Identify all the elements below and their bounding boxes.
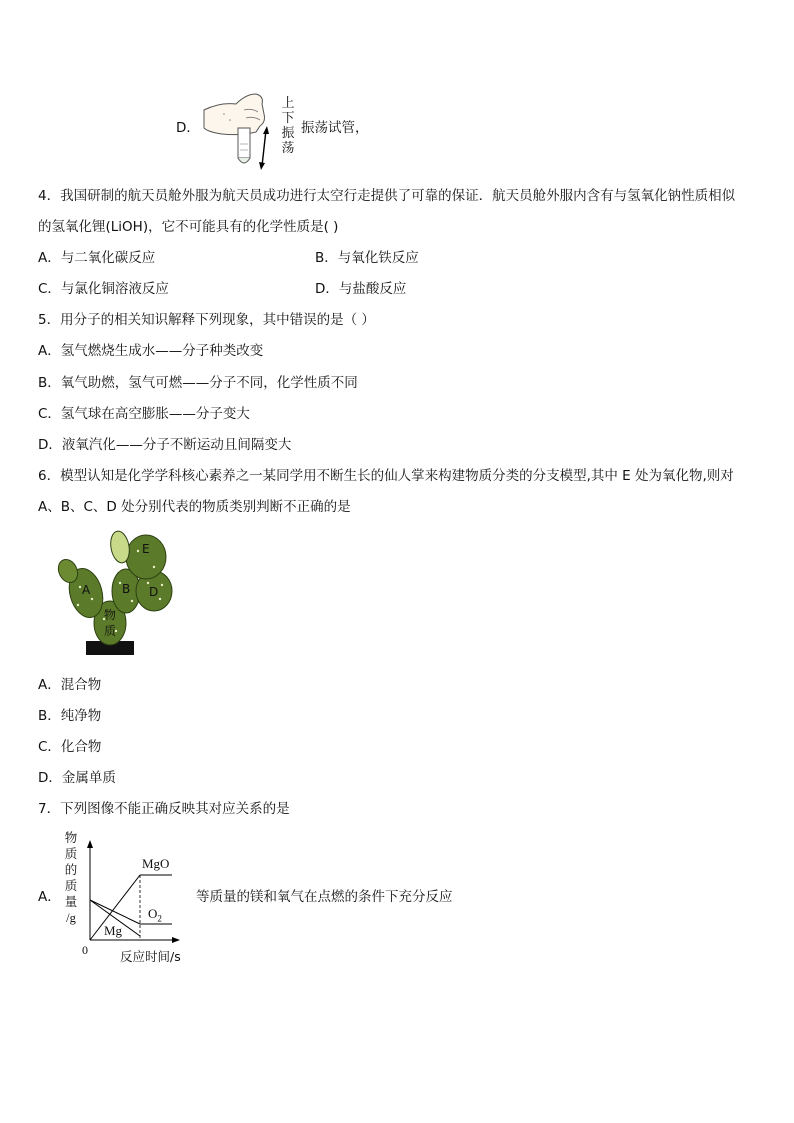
q6-option-a: A．混合物 bbox=[38, 677, 102, 693]
y-axis-arrow-icon bbox=[87, 840, 93, 848]
q4-stem-line1: 4．我国研制的航天员舱外服为航天员成功进行太空行走提供了可靠的保证．航天员舱外服内含有与氢氧化钠性质相似 bbox=[38, 188, 736, 204]
cactus-label-b: B bbox=[122, 582, 131, 596]
graph-label-mg: Mg bbox=[104, 923, 123, 938]
cactus-classification-model bbox=[50, 527, 180, 659]
graph-label-mgo: MgO bbox=[142, 856, 170, 871]
y-label-char: 量 bbox=[64, 894, 78, 909]
x-axis-arrow-icon bbox=[172, 937, 180, 943]
vertical-char: 上 bbox=[281, 96, 295, 111]
vertical-char: 荡 bbox=[281, 141, 295, 156]
q5-option-c: C．氢气球在高空膨胀——分子变大 bbox=[38, 406, 250, 422]
q7-stem: 7．下列图像不能正确反映其对应关系的是 bbox=[38, 801, 290, 817]
vertical-char: 下 bbox=[281, 111, 295, 126]
cactus-image bbox=[50, 527, 180, 659]
q3-option-d-label: D． bbox=[176, 120, 200, 136]
vertical-char: 振 bbox=[281, 126, 295, 141]
q5-option-a: A．氢气燃烧生成水——分子种类改变 bbox=[38, 343, 264, 359]
cactus-label-zhi: 质 bbox=[104, 624, 117, 638]
q4-option-c: C．与氯化铜溶液反应 bbox=[38, 281, 169, 297]
y-label-char: /g bbox=[66, 911, 76, 925]
q4-stem-line2: 的氢氧化锂(LiOH)，它不可能具有的化学性质是( ) bbox=[38, 219, 339, 235]
o2-subscript: 2 bbox=[157, 913, 162, 924]
q4-option-a: A．与二氧化碳反应 bbox=[38, 250, 156, 266]
y-label-char: 的 bbox=[64, 862, 78, 877]
y-label-char: 质 bbox=[64, 846, 78, 861]
q3-option-d-text: 振荡试管， bbox=[301, 120, 369, 136]
q6-stem-line1: 6．模型认知是化学学科核心素养之一某同学用不断生长的仙人掌来构建物质分类的分支模型,其中 E 处为氧化物,则对 bbox=[38, 468, 734, 484]
q4-option-b: B．与氧化铁反应 bbox=[315, 250, 419, 266]
graph-x-axis-label: 反应时间/s bbox=[120, 949, 181, 964]
hand-shaking-test-tube-image bbox=[200, 88, 278, 170]
graph-axes-and-lines bbox=[60, 830, 200, 965]
graph-origin-label: 0 bbox=[82, 943, 88, 957]
y-label-char: 质 bbox=[64, 878, 78, 893]
cactus-label-e: E bbox=[142, 542, 150, 556]
q6-option-c: C．化合物 bbox=[38, 739, 102, 755]
q5-option-d: D．液氧汽化——分子不断运动且间隔变大 bbox=[38, 437, 292, 453]
q3-vertical-label bbox=[280, 96, 296, 156]
q6-option-b: B．纯净物 bbox=[38, 708, 102, 724]
q5-option-b: B．氧气助燃，氢气可燃——分子不同，化学性质不同 bbox=[38, 375, 358, 391]
q5-stem: 5．用分子的相关知识解释下列现象，其中错误的是（ ） bbox=[38, 312, 375, 328]
q6-option-d: D．金属单质 bbox=[38, 770, 116, 786]
q7-option-a-label: A． bbox=[38, 889, 61, 905]
o2-line bbox=[90, 900, 140, 924]
q4-option-d: D．与盐酸反应 bbox=[315, 281, 407, 297]
q7-option-a-text: 等质量的镁和氧气在点燃的条件下充分反应 bbox=[196, 889, 453, 905]
cactus-label-wu: 物 bbox=[104, 608, 117, 622]
cactus-label-d: D bbox=[149, 585, 159, 599]
cactus-label-a: A bbox=[82, 583, 91, 597]
q7-graph bbox=[60, 830, 200, 965]
q6-stem-line2: A、B、C、D 处分别代表的物质类别判断不正确的是 bbox=[38, 499, 351, 515]
graph-label-o2 bbox=[148, 906, 162, 924]
y-label-char: 物 bbox=[64, 830, 78, 845]
o2-symbol: O bbox=[148, 906, 158, 921]
